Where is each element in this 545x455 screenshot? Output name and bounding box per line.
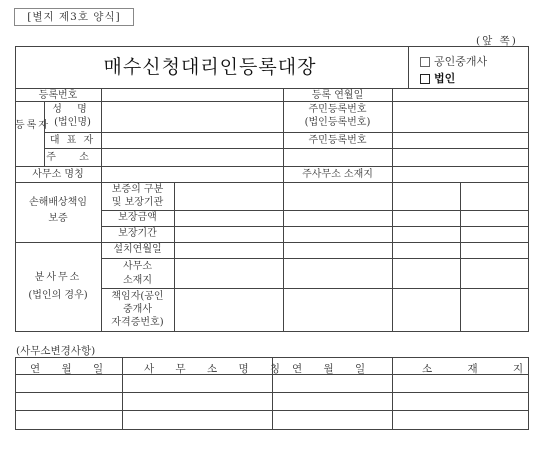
label-name-sub: (법인명) (54, 117, 91, 128)
label-address: 주 소 (46, 152, 99, 163)
change-header-office-name: 사 무 소 명 칭 (144, 363, 290, 375)
label-liability-2: 보증 (48, 213, 68, 224)
page-side-label: (앞 쪽) (476, 35, 518, 47)
change-header-date-2: 연 월 일 (292, 363, 375, 375)
label-reg-no: 등록번호 (38, 90, 78, 101)
label-manager-3: 자격증번호) (111, 317, 164, 328)
label-office-name: 사무소 명칭 (32, 169, 84, 180)
label-registrant: 등록자 (15, 120, 50, 131)
checkbox-icon[interactable] (420, 57, 430, 67)
label-resident-no: 주민등록번호 (308, 104, 367, 115)
label-manager-1: 책임자(공인 (111, 291, 164, 302)
label-install-date: 설치연월일 (113, 244, 162, 255)
change-section-title: (사무소변경사항) (16, 345, 96, 357)
label-liability: 손해배상책임 (29, 197, 87, 208)
label-guarantee-amount: 보장금액 (118, 212, 157, 223)
label-representative: 대 표 자 (49, 135, 96, 146)
label-resident-no-sub: (법인등록번호) (304, 117, 371, 128)
change-header-date: 연 월 일 (30, 363, 113, 375)
label-name: 성 명 (52, 104, 93, 115)
label-office-loc-2: 소재지 (123, 275, 152, 286)
label-guarantee-period: 보장기간 (118, 228, 157, 239)
form-number-label: [별지 제3호 양식] (14, 8, 134, 26)
label-branch-sub: (법인의 경우) (28, 290, 88, 301)
checkbox-icon[interactable] (420, 74, 430, 84)
option-licensed-agent[interactable]: 공인중개사 (420, 53, 487, 69)
label-guarantee-type-2: 및 보장기관 (111, 197, 164, 208)
label-resident-no-2: 주민등록번호 (308, 135, 367, 146)
label-manager-2: 중개사 (123, 304, 152, 315)
label-reg-date: 등록 연월일 (311, 90, 364, 101)
option-corporation[interactable]: 법인 (420, 70, 455, 86)
label-guarantee-type: 보증의 구분 (111, 184, 164, 195)
label-branch: 분사무소 (34, 272, 82, 283)
change-header-location: 소 재 지 (422, 363, 540, 375)
page-title: 매수신청대리인등록대장 (103, 56, 317, 78)
label-main-office-location: 주사무소 소재지 (302, 169, 373, 180)
label-office-loc-1: 사무소 (123, 261, 152, 272)
